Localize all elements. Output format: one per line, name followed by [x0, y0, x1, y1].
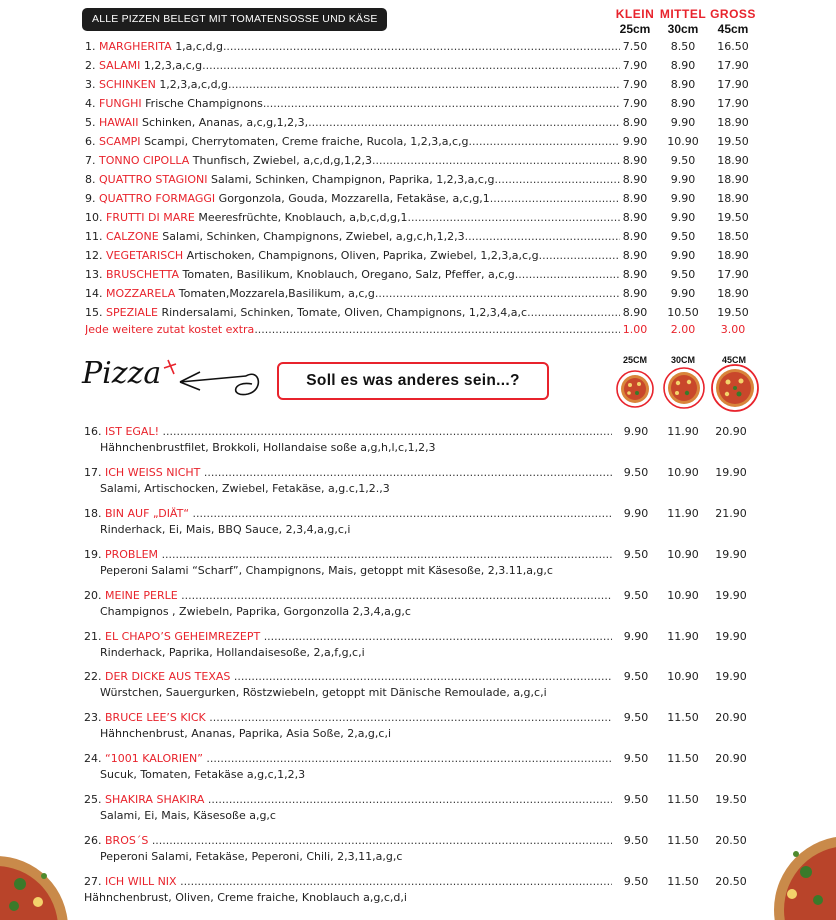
pizza-description: 1,2,3,a,c,g [143, 59, 203, 72]
pizza-row [85, 151, 765, 170]
special-pizza-title [84, 506, 612, 522]
pizza-name: SCHINKEN [99, 78, 156, 91]
special-pizza-number: 20. [84, 588, 102, 602]
special-pizza-entry [84, 710, 764, 742]
pizza-number: 12. [85, 249, 103, 262]
pizza-number: 5. [85, 116, 96, 129]
special-pizza-title [84, 710, 612, 726]
pizza-row [85, 227, 765, 246]
price-medium: 10.50 [667, 306, 699, 319]
extra-topping-label [85, 320, 620, 339]
special-pizza-title [84, 629, 612, 645]
price-medium: 9.90 [670, 287, 696, 300]
special-pizza-title [84, 833, 612, 849]
price-small: 7.90 [622, 97, 648, 110]
pizza-name: VEGETARISCH [106, 249, 184, 262]
size-header-small-label: KLEIN [615, 7, 655, 21]
pizza-name: MARGHERITA [99, 40, 172, 53]
special-price-small: 9.90 [623, 629, 649, 643]
price-small: 7.90 [622, 78, 648, 91]
special-pizza-description: Sucuk, Tomaten, Fetakäse a,g,c,1,2,3 [100, 768, 306, 782]
price-large: 19.50 [717, 211, 749, 224]
price-medium: 9.50 [670, 268, 696, 281]
special-pizza-description: Rinderhack, Paprika, Hollandaisesoße, 2,a,f,g,c,i [100, 645, 365, 659]
price-medium: 8.90 [670, 59, 696, 72]
price-medium: 8.90 [670, 78, 696, 91]
pizza-row-text [85, 132, 620, 151]
pizza-number: 10. [85, 211, 103, 224]
price-small: 8.90 [622, 116, 648, 129]
special-pizza-name: IST EGAL! [105, 425, 159, 438]
pizza-decoration-right-icon [766, 820, 836, 920]
special-pizza-number: 26. [84, 834, 102, 847]
pizza-row [85, 265, 765, 284]
special-price-small: 9.90 [623, 506, 649, 520]
pizza-description: Artischoken, Champignons, Oliven, Paprika, Zwiebel, 1,2,3,a,c,g [186, 249, 539, 262]
special-pizza-title [84, 874, 612, 890]
special-pizza-name: BIN AUF „DIÄT“ [105, 506, 190, 520]
special-pizza-name: MEINE PERLE [105, 588, 178, 602]
pizza-row [85, 208, 765, 227]
price-large: 18.50 [717, 230, 749, 243]
price-small: 7.50 [622, 40, 648, 53]
special-pizza-number: 25. [84, 793, 102, 807]
extra-topping-row [85, 320, 765, 339]
size-label-45: 45CM [721, 355, 746, 365]
special-pizza-title [84, 588, 612, 604]
special-price-large: 19.90 [715, 629, 747, 643]
pizza-description: Gorgonzola, Gouda, Mozzarella, Fetakäse, a,c,g,1 [218, 192, 490, 205]
pizza-number: 11. [85, 230, 103, 243]
special-pizza-entry [84, 669, 764, 701]
pizza-row-text [85, 151, 620, 170]
special-pizza-entry [84, 833, 764, 865]
special-price-small: 9.50 [623, 793, 649, 807]
special-pizza-number: 22. [84, 670, 102, 684]
special-pizza-title [84, 669, 612, 685]
special-price-medium: 10.90 [667, 465, 699, 479]
special-price-small: 9.50 [623, 465, 649, 479]
price-medium: 9.90 [670, 249, 696, 262]
special-price-large: 19.50 [715, 793, 747, 807]
price-large: 17.90 [717, 97, 749, 110]
pizza-name: HAWAII [99, 116, 139, 129]
section-banner: ALLE PIZZEN BELEGT MIT TOMATENSOSSE UND KÄSE [82, 8, 387, 31]
size-header-medium [658, 7, 708, 36]
special-pizza-name: ICH WEISS NICHT [105, 465, 201, 479]
pizza-number: 1. [85, 40, 96, 53]
special-pizza-name: SHAKIRA SHAKIRA [105, 793, 205, 807]
special-pizza-number: 16. [84, 425, 102, 438]
pizza-name: TONNO CIPOLLA [99, 154, 190, 167]
size-header-medium-label: MITTEL [659, 7, 707, 21]
pizza-row-text [85, 208, 620, 227]
pizza-description: Schinken, Ananas, a,c,g,1,2,3, [141, 116, 309, 129]
special-pizza-number: 24. [84, 752, 102, 766]
special-pizza-description: Hähnchenbrust, Oliven, Creme fraiche, Knoblauch a,g,c,d,i [84, 890, 407, 904]
price-small: 8.90 [622, 211, 648, 224]
pizza-row-text [85, 227, 620, 246]
price-large: 17.90 [717, 59, 749, 72]
special-pizza-title-line [84, 629, 764, 645]
price-small: 8.90 [622, 268, 648, 281]
special-pizza-name: “1001 KALORIEN” [105, 752, 203, 766]
pizza-name: MOZZARELA [106, 287, 176, 300]
extra-topping-text: Jede weitere zutat kostet extra [85, 323, 255, 336]
price-large: 19.50 [717, 306, 749, 319]
price-medium: 10.90 [667, 135, 699, 148]
special-pizza-name: EL CHAPO’S GEHEIMREZEPT [105, 629, 261, 643]
price-small: 8.90 [622, 192, 648, 205]
special-price-large: 20.90 [715, 752, 747, 766]
price-large: 18.90 [717, 116, 749, 129]
special-pizza-title [84, 424, 612, 440]
pizza-description: Tomaten,Mozzarela,Basilikum, a,c,g [178, 287, 375, 300]
pizza-name: FUNGHI [99, 97, 142, 110]
pizza-row-text [85, 265, 620, 284]
special-price-large: 19.90 [715, 547, 747, 561]
special-price-small: 9.50 [623, 874, 649, 888]
special-price-large: 20.90 [715, 711, 747, 725]
special-pizza-number: 18. [84, 506, 102, 520]
pizza-name: SPEZIALE [106, 306, 158, 319]
special-pizza-title [84, 547, 612, 563]
price-medium: 9.90 [670, 192, 696, 205]
special-pizza-entry [84, 874, 764, 906]
special-pizza-title-line [84, 751, 764, 767]
price-small: 9.90 [622, 135, 648, 148]
price-large: 18.90 [717, 173, 749, 186]
pizza-description: Meeresfrüchte, Knoblauch, a,b,c,d,g,1 [198, 211, 408, 224]
price-large: 17.90 [717, 78, 749, 91]
price-large: 18.90 [717, 154, 749, 167]
price-small: 8.90 [622, 249, 648, 262]
pizza-decoration-left-icon [0, 836, 70, 920]
price-medium: 9.90 [670, 116, 696, 129]
arrow-swirl-icon [160, 356, 270, 406]
special-price-small: 9.90 [623, 425, 649, 438]
price-medium: 9.50 [670, 154, 696, 167]
pizza-number: 7. [85, 154, 96, 167]
special-pizza-description: Hähnchenbrustfilet, Brokkoli, Hollandaise soße a,g,h,l,c,1,2,3 [100, 441, 436, 454]
special-pizza-description: Salami, Ei, Mais, Käsesoße a,g,c [100, 809, 276, 823]
special-pizza-entry [84, 506, 764, 538]
pizza-number: 6. [85, 135, 96, 148]
special-pizza-entry [84, 588, 764, 620]
special-pizza-description: Champignos , Zwiebeln, Paprika, Gorgonzolla 2,3,4,a,g,c [100, 604, 411, 618]
pizza-row-text [85, 94, 620, 113]
special-pizza-description: Salami, Artischocken, Zwiebel, Fetakäse, a,g.c,1,2.,3 [100, 481, 390, 495]
pizza-row-text [85, 284, 620, 303]
special-price-medium: 11.90 [667, 506, 699, 520]
pizza-name: BRUSCHETTA [106, 268, 180, 281]
size-label-25: 25CM [622, 355, 647, 365]
size-header-large [708, 7, 758, 36]
special-pizza-entry [84, 465, 764, 497]
pizza-description: Salami, Schinken, Champignons, Zwiebel, a,g,c,h,1,2,3 [162, 230, 465, 243]
special-pizza-entry [84, 792, 764, 824]
pizza-description: 1,a,c,d,g [175, 40, 223, 53]
special-pizza-name: ICH WILL NIX [105, 874, 177, 888]
special-pizza-number: 17. [84, 465, 102, 479]
pizza-description: Tomaten, Basilikum, Knoblauch, Oregano, Salz, Pfeffer, a,c,g [182, 268, 515, 281]
pizza-row [85, 189, 765, 208]
special-pizza-title-line [84, 874, 764, 890]
special-pizza-name: BRUCE LEE’S KICK [105, 711, 206, 725]
pizza-small-icon [615, 369, 655, 409]
price-small: 7.90 [622, 59, 648, 72]
pizza-medium-icon [662, 366, 706, 410]
special-price-medium: 11.50 [667, 752, 699, 766]
pizza-row [85, 94, 765, 113]
special-price-large: 20.50 [715, 834, 747, 847]
pizza-script-title: Pizza [82, 356, 162, 391]
price-small: 8.90 [622, 287, 648, 300]
pizza-number: 13. [85, 268, 103, 281]
special-pizza-title-line [84, 506, 764, 522]
special-price-large: 19.90 [715, 465, 747, 479]
pizza-number: 9. [85, 192, 96, 205]
price-large: 19.50 [717, 135, 749, 148]
special-price-small: 9.50 [623, 711, 649, 725]
special-pizza-number: 21. [84, 629, 102, 643]
something-else-pill: Soll es was anderes sein...? [277, 362, 549, 400]
pizza-name: SALAMI [99, 59, 141, 72]
special-pizza-entry [84, 751, 764, 783]
special-pizza-description: Peperoni Salami “Scharf”, Champignons, Mais, getoppt mit Käsesoße, 2,3.11,a,g,c [100, 563, 553, 577]
pizza-row [85, 132, 765, 151]
pizza-large-icon [710, 363, 760, 413]
pizza-row [85, 56, 765, 75]
special-price-medium: 11.50 [667, 834, 699, 847]
special-pizza-title [84, 465, 612, 481]
pizza-row [85, 246, 765, 265]
pizza-row-text [85, 170, 620, 189]
pizza-name: FRUTTI DI MARE [106, 211, 195, 224]
special-price-large: 19.90 [715, 670, 747, 684]
pizza-row [85, 37, 765, 56]
special-price-medium: 11.90 [667, 629, 699, 643]
special-pizza-name: PROBLEM [105, 547, 159, 561]
special-price-large: 19.90 [715, 588, 747, 602]
pizza-description: Salami, Schinken, Champignon, Paprika, 1,2,3,a,c,g [211, 173, 495, 186]
size-label-30: 30CM [670, 355, 695, 365]
pizza-name: SCAMPI [99, 135, 141, 148]
pizza-description: Rindersalami, Schinken, Tomate, Oliven, Champignons, 1,2,3,4,a,c [161, 306, 528, 319]
special-price-large: 20.90 [715, 425, 747, 438]
special-pizza-title-line [84, 792, 764, 808]
price-small: 8.90 [622, 154, 648, 167]
special-price-small: 9.50 [623, 670, 649, 684]
special-pizza-title-line [84, 588, 764, 604]
extra-price-large: 3.00 [720, 323, 746, 336]
pizza-description: Frische Champignons [145, 97, 263, 110]
pizza-row [85, 170, 765, 189]
price-small: 8.90 [622, 306, 648, 319]
pizza-number: 3. [85, 78, 96, 91]
special-price-large: 21.90 [715, 506, 747, 520]
pizza-number: 14. [85, 287, 103, 300]
special-pizza-entry [84, 547, 764, 579]
special-price-medium: 10.90 [667, 670, 699, 684]
price-medium: 9.90 [670, 211, 696, 224]
special-pizza-description: Würstchen, Sauergurken, Röstzwiebeln, getoppt mit Dänische Remoulade, a,g,c,i [100, 686, 547, 700]
pizza-description: 1,2,3,a,c,d,g [159, 78, 229, 91]
special-pizza-title-line [84, 547, 764, 563]
special-price-medium: 11.50 [667, 874, 699, 888]
extra-price-medium: 2.00 [670, 323, 696, 336]
special-pizza-description: Hähnchenbrust, Ananas, Paprika, Asia Soße, 2,a,g,c,i [100, 727, 392, 741]
size-header-small-cm: 25cm [619, 22, 651, 36]
pizza-number: 2. [85, 59, 96, 72]
special-price-small: 9.50 [623, 547, 649, 561]
pizza-number: 15. [85, 306, 103, 319]
price-large: 18.90 [717, 192, 749, 205]
size-header-large-cm: 45cm [717, 22, 749, 36]
special-price-medium: 10.90 [667, 547, 699, 561]
pizza-row-text [85, 246, 620, 265]
special-pizza-title-line [84, 424, 764, 440]
special-pizza-title-line [84, 710, 764, 726]
special-pizza-number: 23. [84, 711, 102, 725]
price-medium: 9.90 [670, 173, 696, 186]
price-medium: 8.50 [670, 40, 696, 53]
special-pizza-entry [84, 629, 764, 661]
size-header-small [610, 7, 660, 36]
price-medium: 9.50 [670, 230, 696, 243]
special-pizza-description: Rinderhack, Ei, Mais, BBQ Sauce, 2,3,4,a,g,c,i [100, 522, 351, 536]
special-pizza-title-line [84, 465, 764, 481]
pizza-row [85, 75, 765, 94]
pizza-name: QUATTRO STAGIONI [99, 173, 208, 186]
pizza-row-text [85, 56, 620, 75]
price-medium: 8.90 [670, 97, 696, 110]
pizza-row [85, 284, 765, 303]
special-pizza-name: BROS´S [105, 834, 149, 847]
special-price-large: 20.50 [715, 874, 747, 888]
size-header-medium-cm: 30cm [667, 22, 699, 36]
price-small: 8.90 [622, 230, 648, 243]
special-pizza-title-line [84, 669, 764, 685]
special-price-medium: 11.90 [667, 425, 699, 438]
special-pizza-number: 27. [84, 874, 102, 888]
price-large: 16.50 [717, 40, 749, 53]
pizza-number: 4. [85, 97, 96, 110]
size-header-large-label: GROSS [710, 7, 756, 21]
special-pizza-entry [84, 424, 764, 456]
pizza-row [85, 113, 765, 132]
pizza-number: 8. [85, 173, 96, 186]
special-price-medium: 11.50 [667, 793, 699, 807]
pizza-row-text [85, 189, 620, 208]
special-price-small: 9.50 [623, 834, 649, 847]
special-price-small: 9.50 [623, 588, 649, 602]
pizza-row-text [85, 37, 620, 56]
price-large: 18.90 [717, 249, 749, 262]
special-pizza-title-line [84, 833, 764, 849]
special-pizza-title [84, 792, 612, 808]
special-price-medium: 10.90 [667, 588, 699, 602]
extra-price-small: 1.00 [622, 323, 648, 336]
price-large: 18.90 [717, 287, 749, 300]
special-pizza-number: 19. [84, 547, 102, 561]
special-pizza-name: DER DICKE AUS TEXAS [105, 670, 231, 684]
special-pizza-description: Peperoni Salami, Fetakäse, Peperoni, Chili, 2,3,11,a,g,c [100, 850, 403, 863]
pizza-row-text [85, 113, 620, 132]
price-large: 17.90 [717, 268, 749, 281]
pizza-description: Thunfisch, Zwiebel, a,c,d,g,1,2,3 [192, 154, 372, 167]
pizza-name: CALZONE [106, 230, 159, 243]
special-price-small: 9.50 [623, 752, 649, 766]
pizza-row-text [85, 75, 620, 94]
price-small: 8.90 [622, 173, 648, 186]
pizza-name: QUATTRO FORMAGGI [99, 192, 216, 205]
pizza-description: Scampi, Cherrytomaten, Creme fraiche, Rucola, 1,2,3,a,c,g [144, 135, 469, 148]
special-pizza-title [84, 751, 612, 767]
special-price-medium: 11.50 [667, 711, 699, 725]
